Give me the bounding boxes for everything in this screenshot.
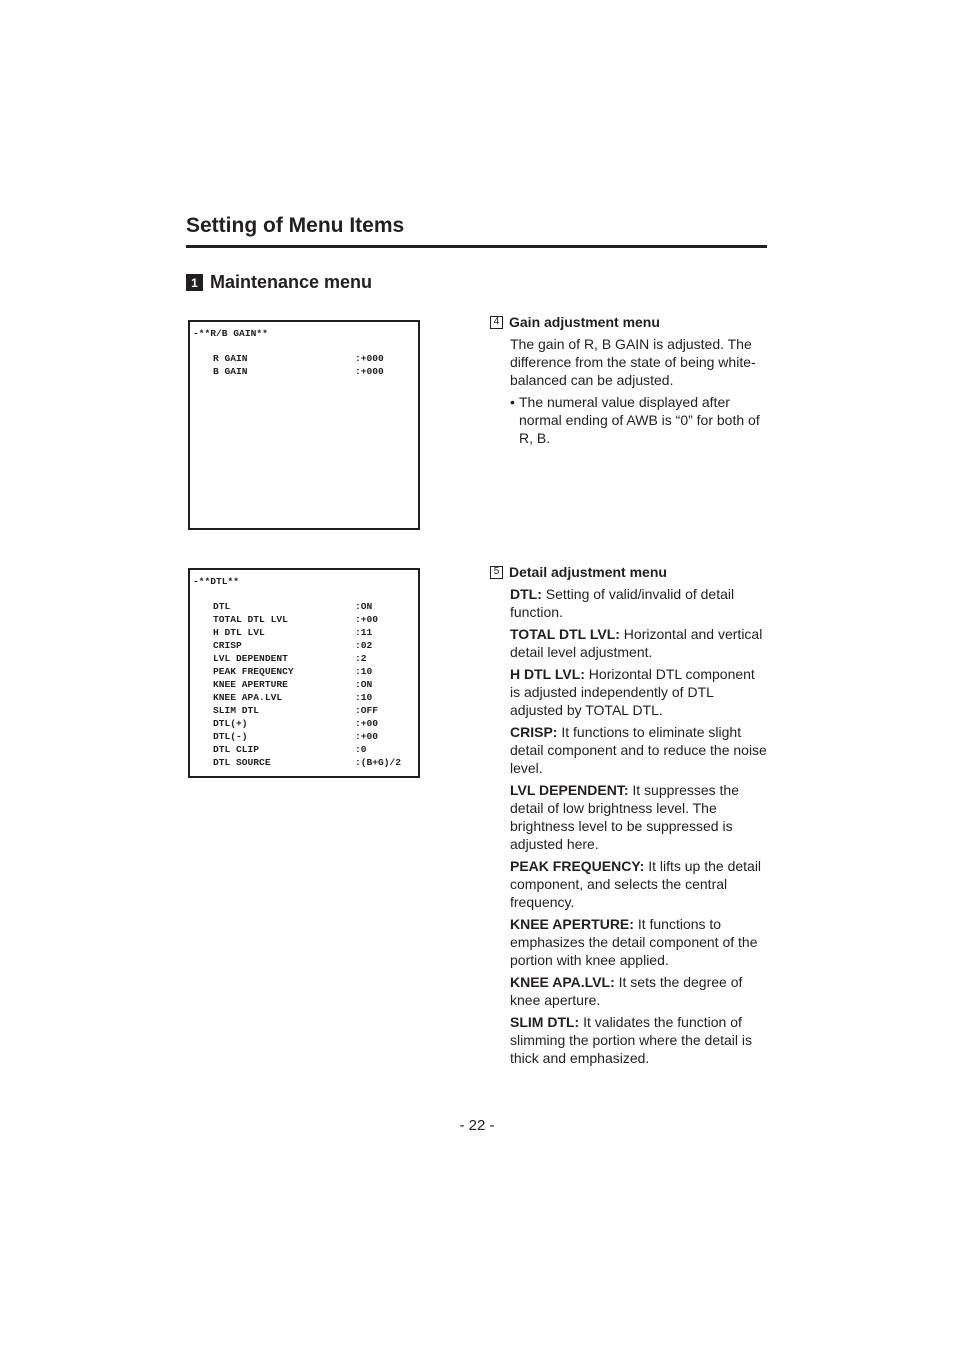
detail-heading [490, 564, 667, 580]
detail-item [510, 585, 768, 621]
row-value: :10 [355, 692, 373, 703]
rb-gain-screen [188, 320, 420, 530]
detail-text: It validates the function of slimming the portion where the detail is thick and emphasized. [510, 1014, 753, 1066]
page-number: - 22 - [459, 1117, 495, 1134]
row-value: :OFF [355, 705, 379, 716]
row-value: :+00 [355, 718, 379, 729]
row-value: :ON [355, 601, 373, 612]
section-heading [186, 272, 372, 293]
row-label: LVL DEPENDENT [213, 653, 288, 664]
screen-row [213, 640, 413, 653]
title-rule [186, 245, 767, 248]
screen-header: -**DTL** [193, 576, 240, 587]
detail-term: KNEE APA.LVL: [510, 974, 615, 990]
row-value: :+00 [355, 614, 379, 625]
screen-row [213, 627, 413, 640]
row-label: KNEE APERTURE [213, 679, 288, 690]
detail-text: Horizontal and vertical detail level adjustment. [510, 626, 763, 660]
section-number-badge: 1 [186, 274, 203, 291]
screen-row [213, 679, 413, 692]
row-value: :10 [355, 666, 373, 677]
detail-item [510, 781, 768, 853]
dtl-screen [188, 568, 420, 778]
row-value: :+000 [355, 353, 384, 364]
gain-number-badge: 4 [490, 316, 503, 329]
detail-text: It lifts up the detail component, and selects the central frequency. [510, 858, 762, 910]
screen-row [213, 705, 413, 718]
detail-text: It functions to emphasizes the detail component of the portion with knee applied. [510, 916, 758, 968]
screen-row [213, 614, 413, 627]
detail-item [510, 973, 768, 1009]
detail-item [510, 1013, 768, 1067]
screen-row [213, 601, 413, 614]
detail-number-badge: 5 [490, 566, 503, 579]
screen-row [213, 744, 413, 757]
detail-item [510, 857, 768, 911]
detail-text: It suppresses the detail of low brightness level. The brightness level to be suppressed is adjusted here. [510, 782, 740, 852]
screen-row [213, 718, 413, 731]
row-label: DTL(+) [213, 718, 248, 729]
row-value: :02 [355, 640, 373, 651]
detail-text: Horizontal DTL component is adjusted independently of DTL adjusted by TOTAL DTL. [510, 666, 755, 718]
detail-term: KNEE APERTURE: [510, 916, 634, 932]
screen-header: -**R/B GAIN** [193, 328, 268, 339]
detail-term: CRISP: [510, 724, 558, 740]
row-value: :(B+G)/2 [355, 757, 402, 768]
row-value: :0 [355, 744, 367, 755]
detail-text: Setting of valid/invalid of detail function. [510, 586, 735, 620]
screen-row [213, 692, 413, 705]
row-label: CRISP [213, 640, 242, 651]
row-label: R GAIN [213, 353, 248, 364]
screen-row [213, 731, 413, 744]
row-label: B GAIN [213, 366, 248, 377]
gain-heading [490, 314, 660, 330]
section-title: Maintenance menu [210, 272, 373, 292]
row-value: :+00 [355, 731, 379, 742]
gain-text: The gain of R, B GAIN is adjusted. The difference from the state of being white-balanced can be adjusted. [510, 336, 756, 388]
row-label: DTL [213, 601, 231, 612]
detail-heading-text: Detail adjustment menu [509, 564, 667, 580]
row-label: SLIM DTL [213, 705, 260, 716]
detail-item [510, 915, 768, 969]
row-value: :11 [355, 627, 373, 638]
screen-row [213, 366, 413, 379]
detail-term: LVL DEPENDENT: [510, 782, 629, 798]
row-label: DTL(-) [213, 731, 248, 742]
screen-row [213, 353, 413, 366]
detail-description [510, 585, 768, 1071]
page-title: Setting of Menu Items [186, 214, 405, 237]
detail-text: It sets the degree of knee aperture. [510, 974, 743, 1008]
gain-description [510, 335, 768, 447]
detail-text: It functions to eliminate slight detail component and to reduce the noise level. [510, 724, 767, 776]
row-label: H DTL LVL [213, 627, 265, 638]
row-value: :2 [355, 653, 367, 664]
detail-item [510, 665, 768, 719]
row-value: :+000 [355, 366, 384, 377]
row-label: PEAK FREQUENCY [213, 666, 294, 677]
detail-term: SLIM DTL: [510, 1014, 580, 1030]
gain-heading-text: Gain adjustment menu [509, 314, 660, 330]
row-label: KNEE APA.LVL [213, 692, 283, 703]
detail-term: H DTL LVL: [510, 666, 585, 682]
detail-item [510, 723, 768, 777]
screen-row [213, 666, 413, 679]
row-label: TOTAL DTL LVL [213, 614, 288, 625]
row-label: DTL SOURCE [213, 757, 271, 768]
gain-bullet-text: The numeral value displayed after normal ending of AWB is “0” for both of R, B. [519, 394, 760, 446]
detail-term: TOTAL DTL LVL: [510, 626, 620, 642]
row-label: DTL CLIP [213, 744, 260, 755]
screen-row [213, 757, 413, 770]
detail-item [510, 625, 768, 661]
detail-term: PEAK FREQUENCY: [510, 858, 645, 874]
detail-term: DTL: [510, 586, 542, 602]
screen-row [213, 653, 413, 666]
bullet-mark: • [510, 394, 515, 410]
row-value: :ON [355, 679, 373, 690]
gain-bullet [510, 393, 768, 447]
